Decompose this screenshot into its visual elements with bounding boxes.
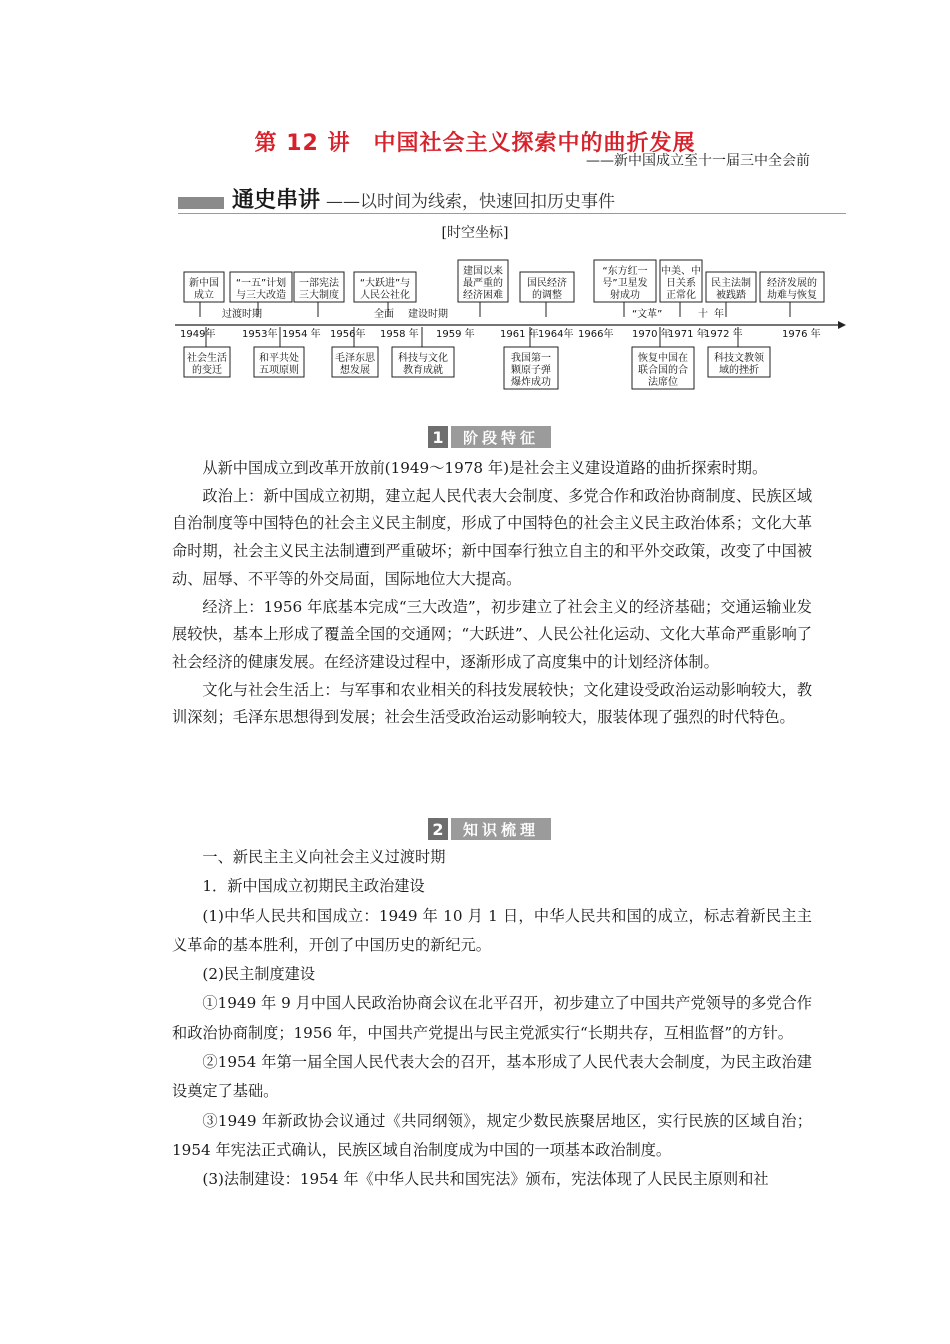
section-header xyxy=(178,183,846,214)
badge-label: 知识梳理 xyxy=(451,818,551,840)
timeline-bottom-event-text: 的变迁 xyxy=(192,365,222,376)
axis-arrow xyxy=(838,321,846,329)
paragraph: 文化与社会生活上：与军事和农业相关的科技发展较快；文化建设受政治运动影响较大，教训深刻；毛泽东思想得到发展；社会生活受政治运动影响较大，服装体现了强烈的时代特色。 xyxy=(172,680,812,727)
timeline-bottom-event-text: 毛泽东思 xyxy=(335,353,375,364)
knowledge-badge xyxy=(428,818,551,840)
timeline-year: 1966年 xyxy=(578,329,614,340)
paragraph: ②1954 年第一届全国人民代表大会的召开，基本形成了人民代表大会制度，为民主政治建设奠定了基础。 xyxy=(172,1053,812,1101)
timeline-year: 1949年 xyxy=(180,329,216,340)
timeline-bottom-event-text: 科技与文化 xyxy=(398,353,448,364)
timeline-top-event-text: 成立 xyxy=(194,290,214,301)
timeline-top-event-text: “东方红一 xyxy=(602,266,648,277)
timeline-top-event-text: “一五”计划 xyxy=(235,278,287,289)
timeline-top-event-text: 建国以来 xyxy=(463,266,503,277)
timeline-top-event-text: 国民经济 xyxy=(527,278,567,289)
timeline-top-event-text: 射成功 xyxy=(610,290,640,301)
timeline-bottom-event-text: 五项原则 xyxy=(259,365,299,376)
timeline-year: 1958 年 xyxy=(380,329,419,340)
paragraph: (1)中华人民共和国成立：1949 年 10 月 1 日，中华人民共和国的成立，标志着新民主主义革命的基本胜利，开创了中国历史的新纪元。 xyxy=(172,906,812,954)
section-title: 通史串讲 xyxy=(232,188,321,213)
timeline-period: 过渡时期 xyxy=(222,309,262,320)
stage-badge xyxy=(428,426,551,448)
timeline-top-event-text: 日关系 xyxy=(666,278,696,289)
timeline-bottom-event-text: 科技文教领 xyxy=(714,353,764,364)
paragraph: 经济上：1956 年底基本完成“三大改造”，初步建立了社会主义的经济基础；交通运输业发展较快，基本上形成了覆盖全国的交通网；“大跃进”、人民公社化运动、文化大革命严重影响了社会经济的健康发展。在经济建设过程中，逐渐形成了高度集中的计划经济体制。 xyxy=(172,597,812,671)
lesson-subtitle: ——新中国成立至十一届三中全会前 xyxy=(586,153,810,169)
timeline-year: 1953年 xyxy=(242,329,278,340)
timeline-year: 1956年 xyxy=(330,329,366,340)
paragraph: 政治上：新中国成立初期，建立起人民代表大会制度、多党合作和政治协商制度、民族区域自治制度等中国特色的社会主义民主制度，形成了中国特色的社会主义民主政治体系；文化大革命时期，社会主义民主法制遭到严重破坏；新中国奉行独立自主的和平外交政策，改变了中国被动、屈辱、不平等的外交局面，国际地位大大提高。 xyxy=(172,486,812,588)
timeline-bottom-event-text: 我国第一 xyxy=(511,353,551,364)
lesson-title: 第 12 讲 中国社会主义探索中的曲折发展 xyxy=(254,131,696,156)
timeline-year: 1964年 xyxy=(538,329,574,340)
timeline-year: 1959 年 xyxy=(436,329,475,340)
timeline-top-event-text: 劫难与恢复 xyxy=(767,290,817,301)
timeline-period: 全面 xyxy=(374,309,394,320)
timeline-top-event-text: 经济发展的 xyxy=(767,278,817,289)
paragraph: (2)民主制度建设 xyxy=(202,965,316,984)
timeline-top-event-text: 一部宪法 xyxy=(299,278,339,289)
timeline-year: 1970 年 xyxy=(632,329,671,340)
timeline-bottom-event-text: 法席位 xyxy=(648,377,678,388)
paragraph: 1．新中国成立初期民主政治建设 xyxy=(202,877,425,896)
timeline-top-event-text: 最严重的 xyxy=(463,278,503,289)
timeline-period: “文革” xyxy=(632,309,663,320)
badge-number: 1 xyxy=(428,426,448,448)
section-bar xyxy=(178,197,224,209)
timeline-bottom-event-text: 社会生活 xyxy=(187,353,227,364)
paragraph: 一、新民主主义向社会主义过渡时期 xyxy=(202,848,446,866)
timeline-top-event-text: 的调整 xyxy=(532,290,562,301)
timeline-diagram xyxy=(170,250,850,395)
badge-number: 2 xyxy=(428,818,448,840)
timeline-period: 十 xyxy=(698,309,708,320)
timeline-bottom-event-text: 教育成就 xyxy=(403,365,443,376)
timeline-top-event-text: 三大制度 xyxy=(299,290,339,301)
timeline-bottom-event-text: 爆炸成功 xyxy=(511,377,551,388)
timeline-top-event-text: 新中国 xyxy=(189,278,219,289)
timeline-bottom-event-text: 颗原子弹 xyxy=(511,365,551,376)
timeline-caption: [时空坐标] xyxy=(441,225,509,241)
timeline-top-event-text: 经济困难 xyxy=(463,290,503,301)
timeline-year: 1954 年 xyxy=(282,329,321,340)
timeline-period: 年 xyxy=(714,309,724,320)
timeline-top-event-text: 民主法制 xyxy=(711,278,751,289)
timeline-year: 1972 年 xyxy=(704,329,743,340)
timeline-bottom-event-text: 域的挫折 xyxy=(719,365,759,376)
timeline-bottom-event-text: 联合国的合 xyxy=(638,365,688,376)
stage-content xyxy=(172,455,812,732)
paragraph: (3)法制建设：1954 年《中华人民共和国宪法》颁布，宪法体现了人民民主原则和社 xyxy=(202,1170,769,1189)
timeline-bottom-event-text: 想发展 xyxy=(340,365,370,376)
timeline-period: 建设时期 xyxy=(408,309,448,320)
timeline-top-event-text: 号”卫星发 xyxy=(602,278,648,289)
timeline-year: 1961 年 xyxy=(500,329,539,340)
timeline-top-event-text: 被践踏 xyxy=(716,290,746,301)
paragraph: ①1949 年 9 月中国人民政治协商会议在北平召开，初步建立了中国共产党领导的多党合作和政治协商制度；1956 年，中国共产党提出与民主党派实行“长期共存，互相监督”的方针。 xyxy=(172,994,812,1042)
timeline-year: 1976 年 xyxy=(782,329,821,340)
timeline-top-event-text: 与三大改造 xyxy=(236,290,286,301)
timeline-year: 1971 年 xyxy=(668,329,707,340)
paragraph: ③1949 年新政协会议通过《共同纲领》，规定少数民族聚居地区，实行民族的区域自治；1954 年宪法正式确认，民族区域自治制度成为中国的一项基本政治制度。 xyxy=(172,1111,812,1159)
timeline-bottom-event-text: 和平共处 xyxy=(259,353,299,364)
paragraph: 从新中国成立到改革开放前(1949～1978 年)是社会主义建设道路的曲折探索时期。 xyxy=(202,459,768,477)
section-subtitle: ——以时间为线索，快速回扣历史事件 xyxy=(326,192,615,212)
knowledge-content xyxy=(172,843,812,1195)
timeline-top-event-text: 人民公社化 xyxy=(360,290,410,301)
timeline-top-event-text: 正常化 xyxy=(666,290,696,301)
timeline-top-event-text: “大跃进”与 xyxy=(359,278,411,289)
timeline-top-event-text: 中美、中 xyxy=(661,266,701,277)
badge-label: 阶段特征 xyxy=(451,426,551,448)
timeline-bottom-event-text: 恢复中国在 xyxy=(638,353,688,364)
